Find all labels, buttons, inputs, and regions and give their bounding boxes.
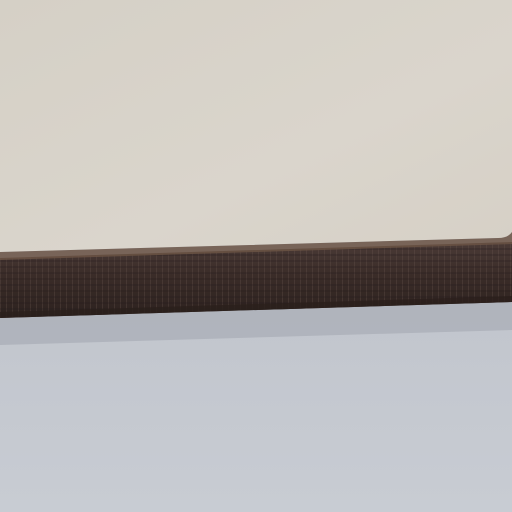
paper-page (0, 0, 512, 252)
